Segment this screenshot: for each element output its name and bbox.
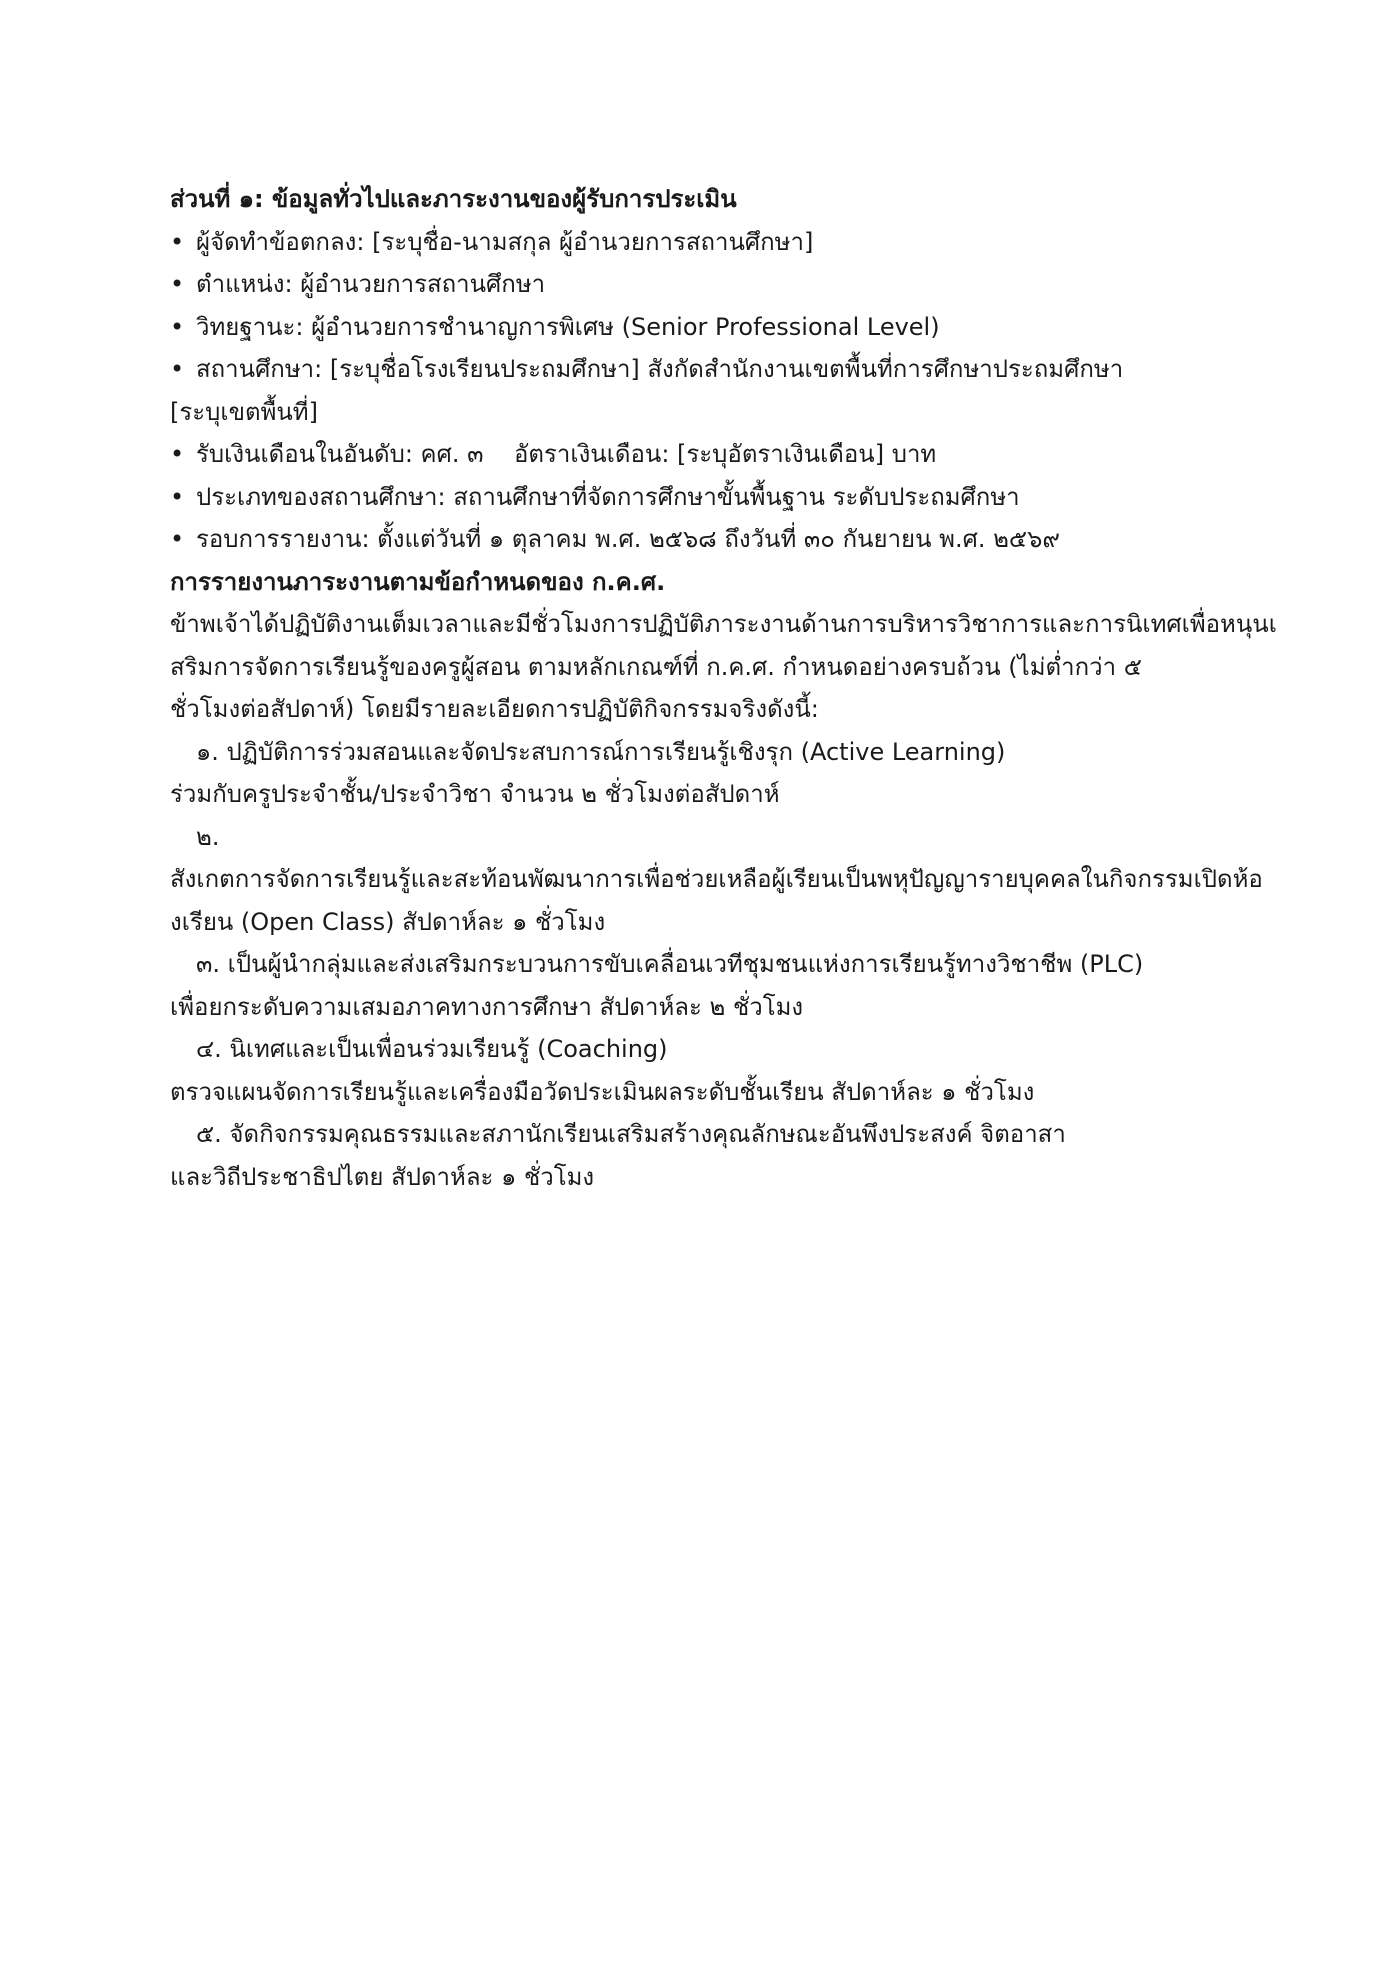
activity-title: ๑. ปฏิบัติการร่วมสอนและจัดประสบการณ์การเรียนรู้เชิงรุก (Active Learning) — [196, 737, 1006, 766]
info-item-school — [170, 348, 1250, 433]
activity-item-1 — [170, 731, 1250, 816]
bullet-icon: • — [170, 482, 185, 511]
bullet-icon: • — [170, 440, 185, 468]
info-item-text-continued: [ระบุเขตพื้นที่] — [170, 397, 318, 426]
info-item-position — [170, 263, 1250, 306]
activity-title: ๒. — [196, 822, 220, 851]
activity-detail: ตรวจแผนจัดการเรียนรู้และเครื่องมือวัดประเมินผลระดับชั้นเรียน สัปดาห์ละ ๑ ชั่วโมง — [170, 1077, 1035, 1106]
info-item-text: วิทยฐานะ: ผู้อำนวยการชำนาญการพิเศษ (Senior Professional Level) — [196, 312, 940, 341]
activity-detail: เพื่อยกระดับความเสมอภาคทางการศึกษา สัปดาห์ละ ๒ ชั่วโมง — [170, 992, 804, 1021]
activity-detail: ร่วมกับครูประจำชั้น/ประจำวิชา จำนวน ๒ ชั่วโมงต่อสัปดาห์ — [170, 780, 780, 808]
info-item-academic-rank — [170, 306, 1250, 349]
activities-list — [170, 731, 1263, 1199]
general-info-list — [170, 221, 1250, 561]
bullet-icon: • — [170, 227, 185, 256]
section-1-heading: ส่วนที่ ๑: ข้อมูลทั่วไปและภาระงานของผู้รับการประเมิน — [170, 185, 737, 213]
section-2-heading: การรายงานภาระงานตามข้อกำหนดของ ก.ค.ศ. — [170, 567, 666, 596]
activity-item-5 — [170, 1113, 1250, 1198]
document-content — [170, 178, 1277, 1198]
bullet-icon: • — [170, 312, 185, 341]
info-item-text: ตำแหน่ง: ผู้อำนวยการสถานศึกษา — [196, 270, 546, 298]
activity-detail: งเรียน (Open Class) สัปดาห์ละ ๑ ชั่วโมง — [170, 907, 606, 936]
info-item-report-period — [170, 518, 1250, 561]
activity-detail: สังเกตการจัดการเรียนรู้และสะท้อนพัฒนาการเพื่อช่วยเหลือผู้เรียนเป็นพหุปัญญารายบุคคลในกิจกรรมเปิดห้อ — [170, 865, 1263, 893]
workload-intro-paragraph — [170, 603, 1277, 731]
info-item-text: ผู้จัดทำข้อตกลง: [ระบุชื่อ-นามสกุล ผู้อำนวยการสถานศึกษา] — [196, 227, 814, 256]
info-item-text: รอบการรายงาน: ตั้งแต่วันที่ ๑ ตุลาคม พ.ศ. ๒๕๖๘ ถึงวันที่ ๓๐ กันยายน พ.ศ. ๒๕๖๙ — [196, 525, 1060, 553]
info-item-text: สถานศึกษา: [ระบุชื่อโรงเรียนประถมศึกษา] สังกัดสำนักงานเขตพื้นที่การศึกษาประถมศึกษา — [196, 355, 1124, 383]
activity-detail: และวิถีประชาธิปไตย สัปดาห์ละ ๑ ชั่วโมง — [170, 1162, 595, 1191]
info-item-school-type — [170, 476, 1250, 519]
info-item-author — [170, 221, 1250, 264]
intro-line: สริมการจัดการเรียนรู้ของครูผู้สอน ตามหลักเกณฑ์ที่ ก.ค.ศ. กำหนดอย่างครบถ้วน (ไม่ต่ำกว่า ๕ — [170, 652, 1142, 681]
bullet-icon: • — [170, 355, 185, 383]
activity-title: ๓. เป็นผู้นำกลุ่มและส่งเสริมกระบวนการขับเคลื่อนเวทีชุมชนแห่งการเรียนรู้ทางวิชาชีพ (PLC) — [196, 950, 1144, 978]
activity-item-2 — [170, 816, 1263, 944]
info-item-text: รับเงินเดือนในอันดับ: คศ. ๓ อัตราเงินเดือน: [ระบุอัตราเงินเดือน] บาท — [196, 440, 937, 468]
intro-line: ข้าพเจ้าได้ปฏิบัติงานเต็มเวลาและมีชั่วโมงการปฏิบัติภาระงานด้านการบริหารวิชาการและการนิเทศเพื่อหนุนเ — [170, 610, 1277, 638]
intro-line: ชั่วโมงต่อสัปดาห์) โดยมีรายละเอียดการปฏิบัติกิจกรรมจริงดังนี้: — [170, 695, 819, 723]
info-item-salary — [170, 433, 1250, 476]
info-item-text: ประเภทของสถานศึกษา: สถานศึกษาที่จัดการศึกษาขั้นพื้นฐาน ระดับประถมศึกษา — [196, 482, 1020, 511]
activity-title: ๕. จัดกิจกรรมคุณธรรมและสภานักเรียนเสริมสร้างคุณลักษณะอันพึงประสงค์ จิตอาสา — [196, 1120, 1066, 1148]
bullet-icon: • — [170, 270, 185, 298]
activity-title: ๔. นิเทศและเป็นเพื่อนร่วมเรียนรู้ (Coaching) — [196, 1035, 668, 1063]
activity-item-3 — [170, 943, 1250, 1028]
activity-item-4 — [170, 1028, 1250, 1113]
bullet-icon: • — [170, 525, 185, 553]
